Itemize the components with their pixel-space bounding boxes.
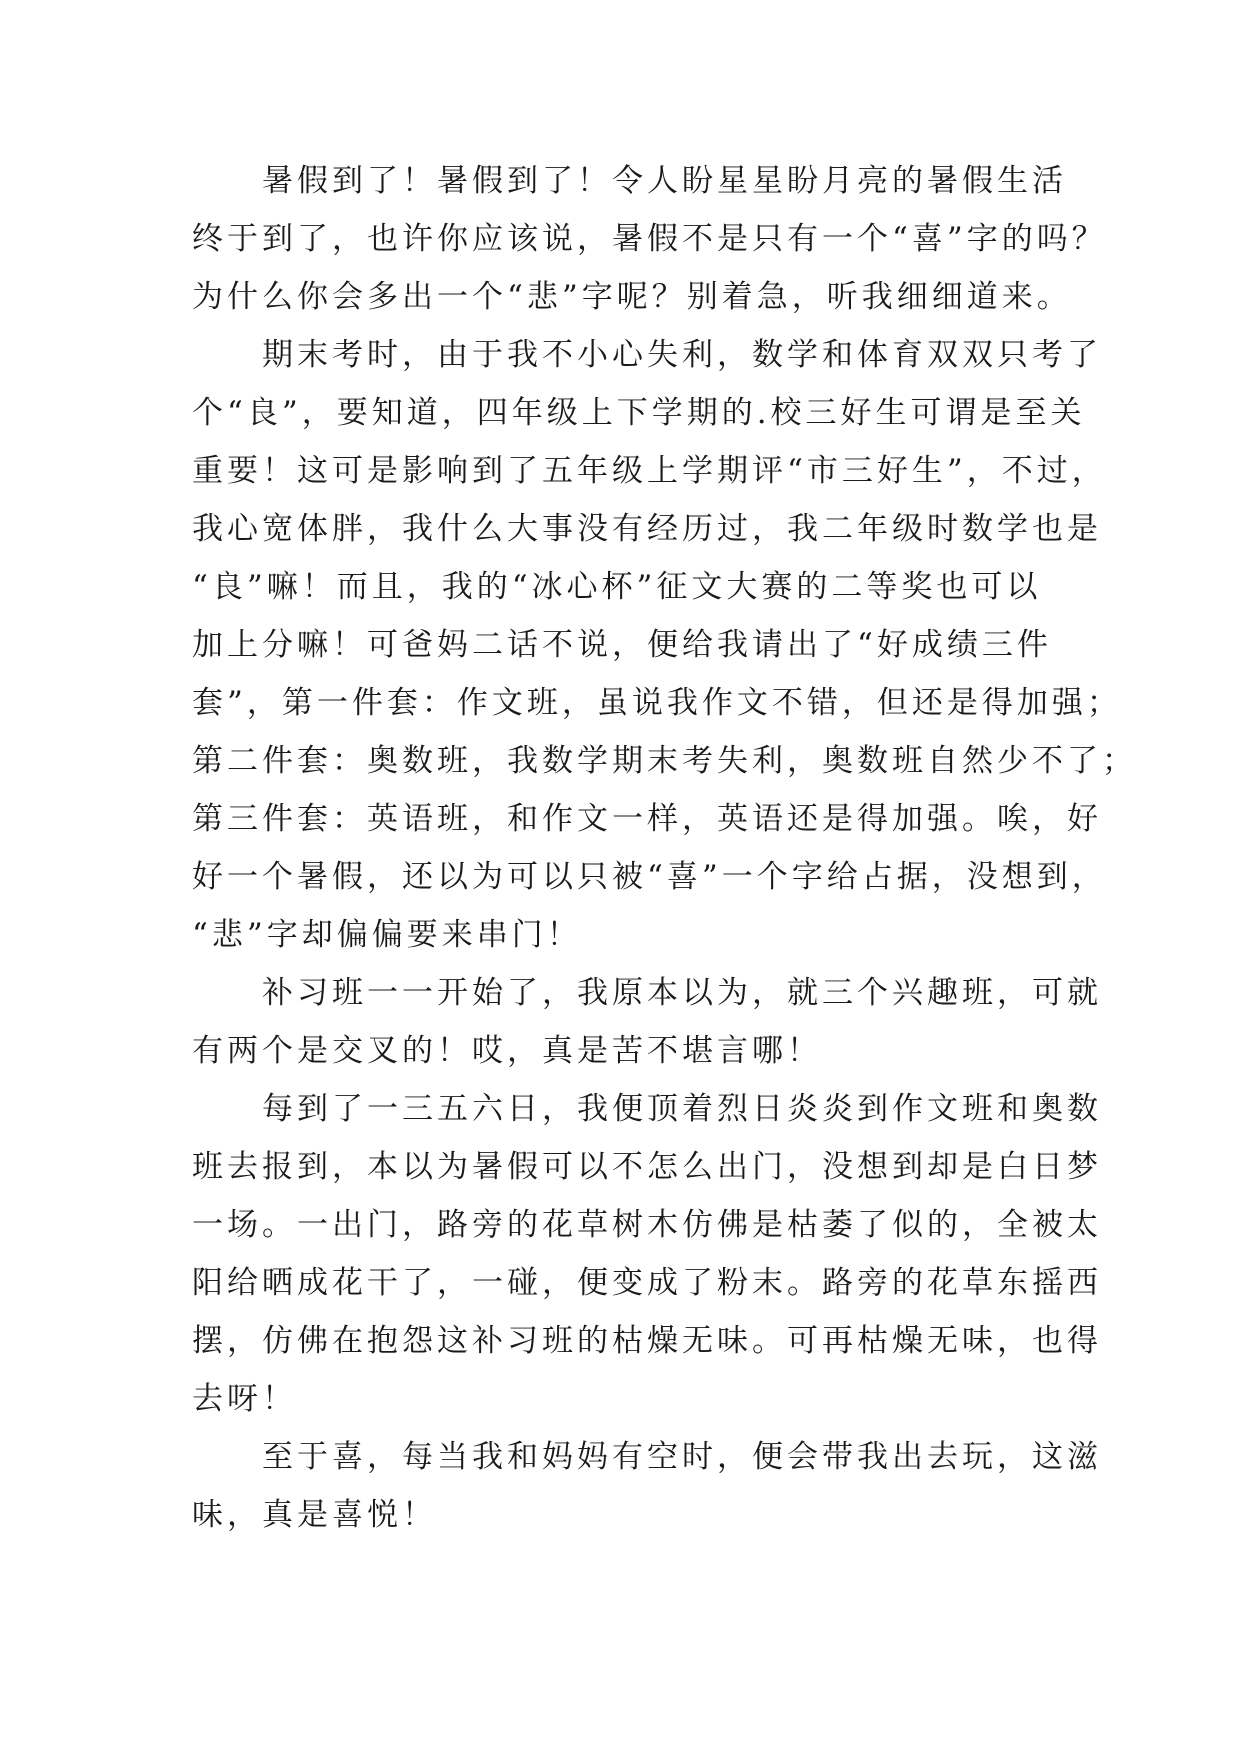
- text-line: “良”嘛！而且，我的“冰心杯”征文大赛的二等奖也可以: [192, 569, 1042, 605]
- text-line: 一场。一出门，路旁的花草树木仿佛是枯萎了似的，全被太: [192, 1207, 1102, 1243]
- text-line: 为什么你会多出一个“悲”字呢？别着急，听我细细道来。: [192, 279, 1072, 315]
- text-line: 暑假到了！暑假到了！令人盼星星盼月亮的暑假生活: [192, 163, 1067, 199]
- text-line: “悲”字却偏偏要来串门！: [192, 917, 582, 953]
- text-line: 好一个暑假，还以为可以只被“喜”一个字给占据，没想到，: [192, 859, 1107, 895]
- text-line: 摆，仿佛在抱怨这补习班的枯燥无味。可再枯燥无味，也得: [192, 1323, 1102, 1359]
- text-line: 第二件套：奥数班，我数学期末考失利，奥数班自然少不了；: [192, 743, 1137, 779]
- text-line: 阳给晒成花干了，一碰，便变成了粉末。路旁的花草东摇西: [192, 1265, 1102, 1301]
- text-line: 重要！这可是影响到了五年级上学期评“市三好生”，不过，: [192, 453, 1107, 489]
- text-line: 班去报到，本以为暑假可以不怎么出门，没想到却是白日梦: [192, 1149, 1102, 1185]
- text-line: 我心宽体胖，我什么大事没有经历过，我二年级时数学也是: [192, 511, 1102, 547]
- text-line: 至于喜，每当我和妈妈有空时，便会带我出去玩，这滋: [192, 1439, 1102, 1475]
- text-line: 套”，第一件套：作文班，虽说我作文不错，但还是得加强；: [192, 685, 1122, 721]
- text-line: 味，真是喜悦！: [192, 1497, 437, 1533]
- text-line: 有两个是交叉的！哎，真是苦不堪言哪！: [192, 1033, 822, 1069]
- text-line: 终于到了，也许你应该说，暑假不是只有一个“喜”字的吗？: [192, 221, 1107, 257]
- text-line: 补习班一一开始了，我原本以为，就三个兴趣班，可就: [192, 975, 1102, 1011]
- text-line: 期末考时，由于我不小心失利，数学和体育双双只考了: [192, 337, 1102, 373]
- text-line: 第三件套：英语班，和作文一样，英语还是得加强。唉，好: [192, 801, 1102, 837]
- text-line: 每到了一三五六日，我便顶着烈日炎炎到作文班和奥数: [192, 1091, 1102, 1127]
- text-line: 加上分嘛！可爸妈二话不说，便给我请出了“好成绩三件: [192, 627, 1052, 663]
- essay-body: [192, 152, 1137, 1544]
- text-line: 个“良”，要知道，四年级上下学期的.校三好生可谓是至关: [192, 395, 1086, 431]
- text-line: 去呀！: [192, 1381, 297, 1417]
